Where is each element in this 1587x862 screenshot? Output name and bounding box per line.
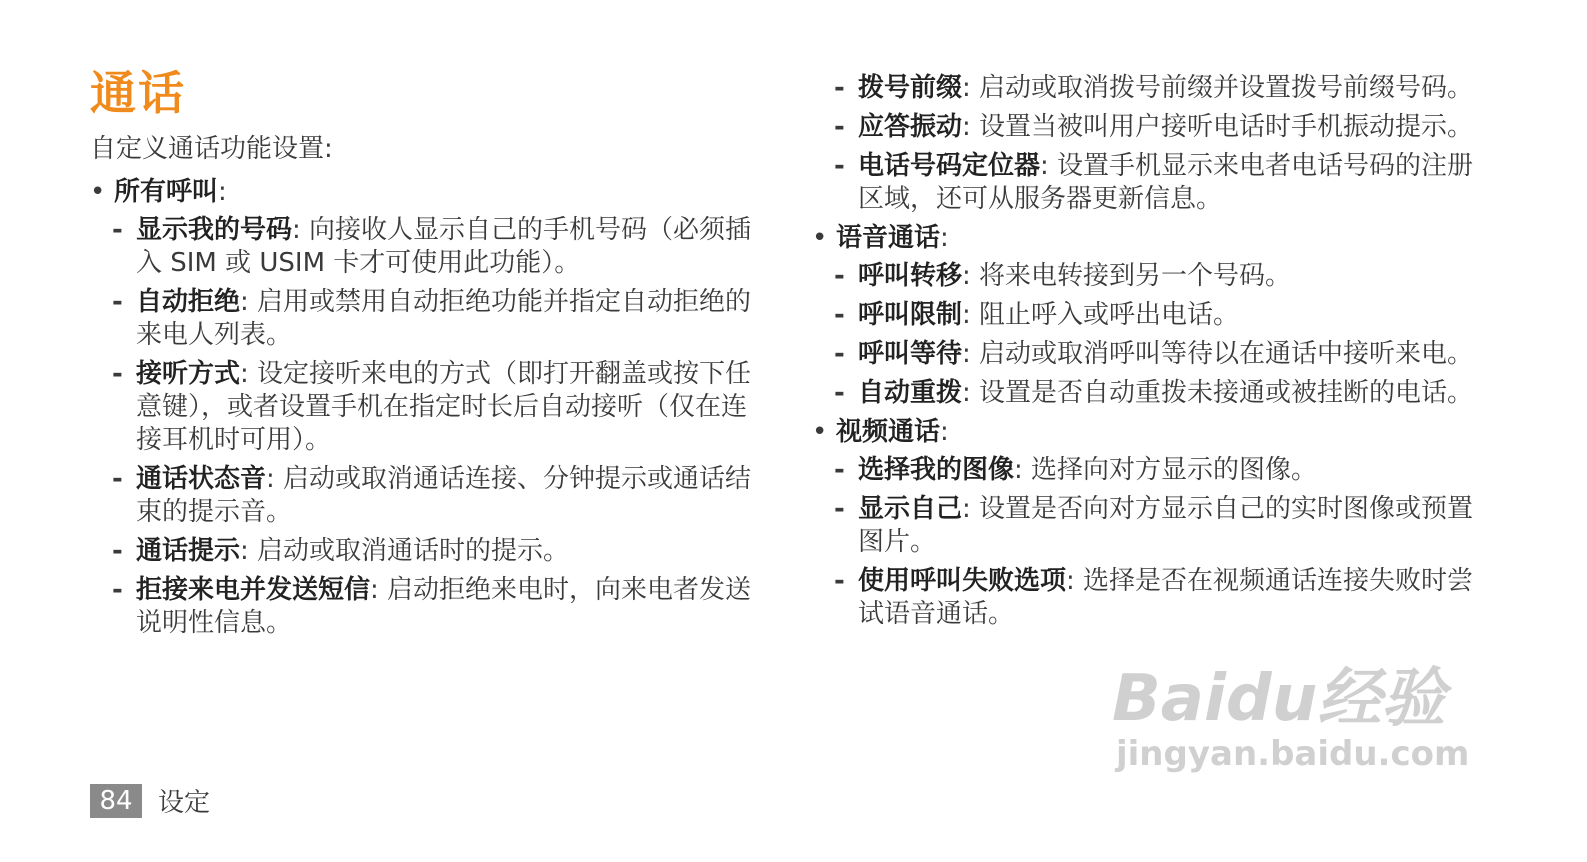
separator: : — [962, 494, 971, 524]
separator: : — [962, 300, 971, 330]
list-item — [812, 111, 1492, 144]
section-label: 所有呼叫 — [114, 177, 219, 207]
list-item — [812, 454, 1492, 487]
list-item — [90, 214, 760, 280]
list-item — [812, 150, 1492, 216]
item-term: 呼叫等待 — [858, 339, 963, 369]
item-desc: 设置是否自动重拨未接通或被挂断的电话。 — [979, 378, 1474, 408]
watermark-logo: Baidu经验 — [1112, 662, 1446, 736]
separator: : — [240, 536, 249, 566]
item-desc: 设置手机显示来电者电话号码的注册区域，还可从服务器更新信息。 — [858, 151, 1474, 214]
item-term: 拨号前缀 — [858, 73, 963, 103]
page-footer — [90, 782, 210, 819]
section-all-calls — [90, 176, 760, 209]
item-term: 通话提示 — [136, 536, 241, 566]
list-item — [812, 338, 1492, 371]
page-number: 84 — [90, 784, 142, 818]
separator: : — [1040, 151, 1049, 181]
item-term: 应答振动 — [858, 112, 963, 142]
list-item — [90, 358, 760, 457]
item-term: 呼叫转移 — [858, 261, 963, 291]
list-item — [812, 299, 1492, 332]
item-desc: 启动或取消通话连接、分钟提示或通话结束的提示音。 — [136, 464, 752, 527]
left-column — [90, 176, 760, 646]
separator: : — [962, 112, 971, 142]
item-term: 自动重拨 — [858, 378, 963, 408]
list-item — [812, 493, 1492, 559]
item-desc: 选择是否在视频通话连接失败时尝试语音通话。 — [858, 566, 1474, 629]
section-label: 语音通话 — [836, 223, 941, 253]
item-term: 电话号码定位器 — [858, 151, 1041, 181]
separator: : — [1014, 455, 1023, 485]
item-desc: 设置当被叫用户接听电话时手机振动提示。 — [979, 112, 1474, 142]
separator: : — [962, 261, 971, 291]
item-desc: 阻止呼入或呼出电话。 — [979, 300, 1240, 330]
item-term: 自动拒绝 — [136, 287, 241, 317]
watermark — [1112, 664, 1482, 784]
separator: : — [940, 223, 949, 253]
separator: : — [266, 464, 275, 494]
section-voice-call — [812, 222, 1492, 255]
right-column — [812, 72, 1492, 637]
item-desc: 启动或取消通话时的提示。 — [257, 536, 570, 566]
item-term: 选择我的图像 — [858, 455, 1015, 485]
footer-section: 设定 — [158, 788, 211, 818]
item-desc: 启动或取消拨号前缀并设置拨号前缀号码。 — [979, 73, 1474, 103]
separator: : — [240, 359, 249, 389]
watermark-url: jingyan.baidu.com — [1116, 734, 1470, 774]
section-label: 视频通话 — [836, 417, 941, 447]
separator: : — [940, 417, 949, 447]
item-term: 通话状态音 — [136, 464, 267, 494]
item-desc: 启用或禁用自动拒绝功能并指定自动拒绝的来电人列表。 — [136, 287, 752, 350]
separator: : — [240, 287, 249, 317]
item-term: 显示我的号码 — [136, 215, 293, 245]
list-item — [90, 286, 760, 352]
item-desc: 启动或取消呼叫等待以在通话中接听来电。 — [979, 339, 1474, 369]
item-desc: 启动拒绝来电时，向来电者发送说明性信息。 — [136, 575, 752, 638]
separator: : — [218, 177, 227, 207]
item-term: 使用呼叫失败选项 — [858, 566, 1067, 596]
list-item — [90, 463, 760, 529]
list-item — [812, 565, 1492, 631]
separator: : — [370, 575, 379, 605]
item-term: 接听方式 — [136, 359, 241, 389]
list-item — [90, 574, 760, 640]
item-term: 拒接来电并发送短信 — [136, 575, 371, 605]
item-term: 显示自己 — [858, 494, 963, 524]
intro-text: 自定义通话功能设置: — [90, 134, 333, 164]
list-item — [812, 260, 1492, 293]
section-video-call — [812, 416, 1492, 449]
item-desc: 设定接听来电的方式（即打开翻盖或按下任意键），或者设置手机在指定时长后自动接听（仅在连接耳机时可用）。 — [136, 359, 752, 455]
item-desc: 将来电转接到另一个号码。 — [979, 261, 1292, 291]
item-desc: 向接收人显示自己的手机号码（必须插入 SIM 或 USIM 卡才可使用此功能）。 — [136, 215, 752, 278]
separator: : — [962, 339, 971, 369]
separator: : — [962, 378, 971, 408]
separator: : — [292, 215, 301, 245]
separator: : — [1066, 566, 1075, 596]
list-item — [90, 535, 760, 568]
page-title: 通话 — [90, 66, 186, 120]
list-item — [812, 377, 1492, 410]
item-desc: 设置是否向对方显示自己的实时图像或预置图片。 — [858, 494, 1474, 557]
item-term: 呼叫限制 — [858, 300, 963, 330]
list-item — [812, 72, 1492, 105]
item-desc: 选择向对方显示的图像。 — [1031, 455, 1318, 485]
separator: : — [962, 73, 971, 103]
